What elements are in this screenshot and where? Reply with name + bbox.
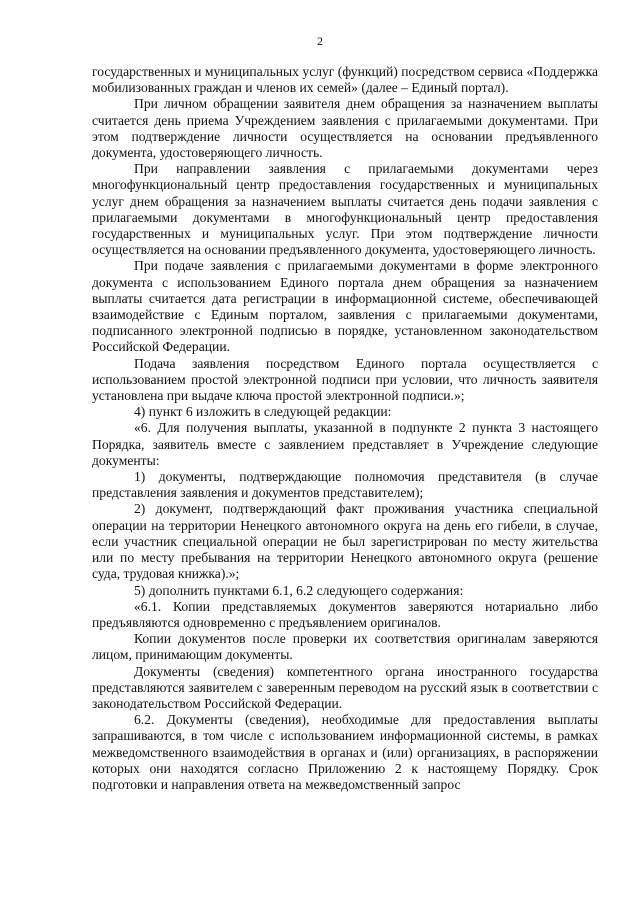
paragraph: При подаче заявления с прилагаемыми документами в форме электронного документа с использованием Единого портала днем обращения за назначением выплаты считается дата регистрации в информационной системе, обеспечивающей взаимодействие с Единым порталом, заявления с прилагаемыми документами, подписанного электронной подписью в порядке, установленном законодательством Российской Федерации. [92, 258, 598, 355]
paragraph: Подача заявления посредством Единого портала осуществляется с использованием простой электронной подписи при условии, что личность заявителя установлена при выдаче ключа простой электронной подписи.»; [92, 355, 598, 404]
paragraph: При личном обращении заявителя днем обращения за назначением выплаты считается день приема Учреждением заявления с прилагаемыми документами. При этом подтверждение личности осуществляется на основании предъявленного документа, удостоверяющего личность. [92, 96, 598, 161]
paragraph: Копии документов после проверки их соответствия оригиналам заверяются лицом, принимающим документы. [92, 631, 598, 663]
paragraph: 2) документ, подтверждающий факт проживания участника специальной операции на территории Ненецкого автономного округа на день его гибели, в случае, если участник специальной операции не был зарегистрирован по месту жительства или по месту пребывания на территории Ненецкого автономного округа (решение суда, трудовая книжка).»; [92, 501, 598, 582]
paragraph: «6.1. Копии представляемых документов заверяются нотариально либо предъявляются одновременно с предъявлением оригиналов. [92, 598, 598, 630]
document-body [92, 64, 598, 793]
paragraph: «6. Для получения выплаты, указанной в подпункте 2 пункта 3 настоящего Порядка, заявитель вместе с заявлением представляет в Учреждение следующие документы: [92, 420, 598, 468]
paragraph: Документы (сведения) компетентного органа иностранного государства представляются заявителем с заверенным переводом на русский язык в соответствии с законодательством Российской Федерации. [92, 663, 598, 711]
paragraph: При направлении заявления с прилагаемыми документами через многофункциональный центр предоставления государственных и муниципальных услуг днем обращения за назначением выплаты считается день подачи заявления с прилагаемыми документами в многофункциональный центр предоставления государственных и муниципальных услуг. При этом подтверждение личности осуществляется на основании предъявленного документа, удостоверяющего личность. [92, 161, 598, 258]
page-number: 2 [317, 34, 323, 48]
paragraph: 5) дополнить пунктами 6.1, 6.2 следующего содержания: [134, 582, 464, 598]
paragraph: 4) пункт 6 изложить в следующей редакции: [134, 404, 392, 420]
paragraph: 6.2. Документы (сведения), необходимые для предоставления выплаты запрашиваются, в том числе с использованием информационной системы, в рамках межведомственного взаимодействия в органах и (или) организациях, в распоряжении которых они находятся согласно Приложению 2 к настоящему Порядку. Срок подготовки и направления ответа на межведомственный запрос [92, 712, 598, 792]
paragraph: 1) документы, подтверждающие полномочия представителя (в случае представления заявления и документов представителем); [92, 469, 598, 501]
paragraph: государственных и муниципальных услуг (функций) посредством сервиса «Поддержка мобилизованных граждан и членов их семей» (далее – Единый портал). [92, 64, 598, 96]
